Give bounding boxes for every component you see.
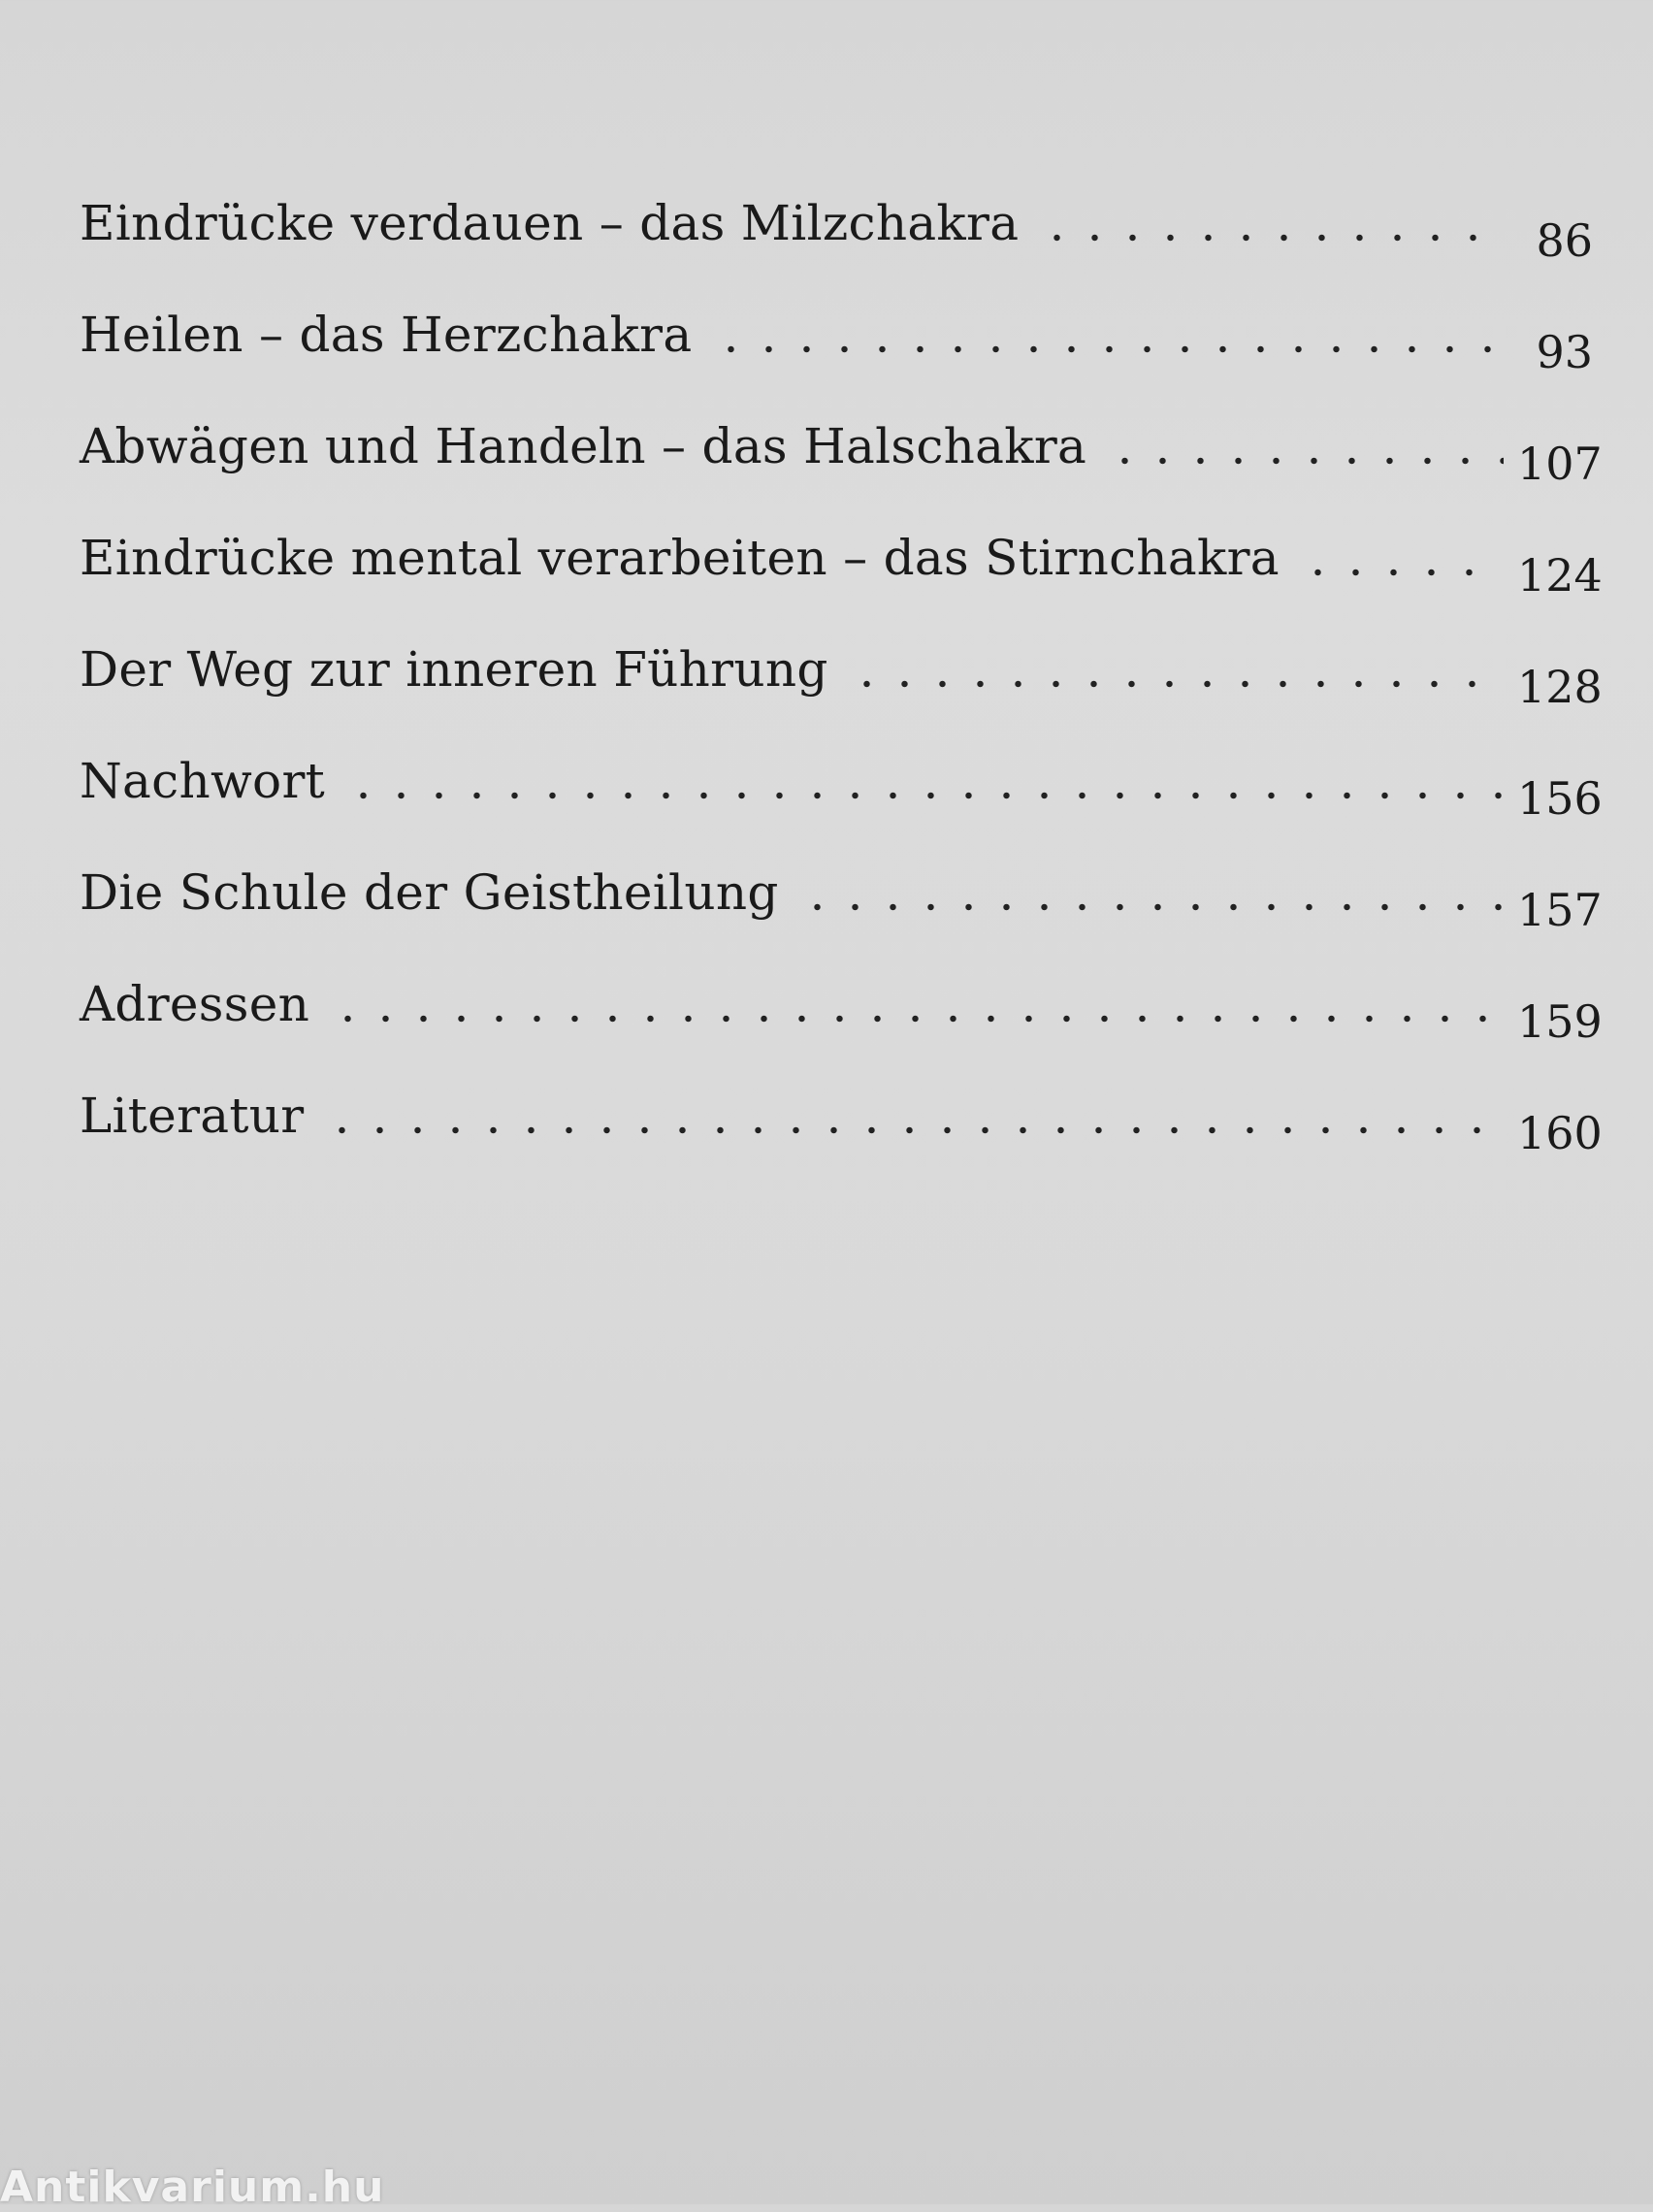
toc-entry-title: Literatur — [80, 1088, 305, 1144]
toc-entry — [80, 471, 1603, 602]
dot-leader — [712, 307, 1505, 355]
toc-entry-title: Der Weg zur inneren Führung — [80, 641, 828, 698]
toc-entry-page: 159 — [1517, 995, 1603, 1048]
toc-entry-title: Adressen — [80, 976, 310, 1032]
watermark: Antikvarium.hu — [0, 2163, 385, 2212]
toc-entry — [80, 359, 1603, 490]
dot-leader — [798, 864, 1504, 913]
toc-entry — [80, 136, 1593, 267]
toc-entry-page: 160 — [1517, 1107, 1603, 1159]
dot-leader — [323, 1088, 1504, 1136]
dot-leader — [1106, 418, 1504, 467]
toc-entry — [80, 1028, 1603, 1159]
dot-leader — [848, 641, 1504, 690]
toc-entry-title: Abwägen und Handeln – das Halschakra — [80, 418, 1087, 474]
toc-entry-title: Die Schule der Geistheilung — [80, 864, 779, 921]
dot-leader — [329, 976, 1504, 1025]
table-of-contents — [80, 136, 1603, 1159]
toc-entry-page: 107 — [1517, 438, 1603, 490]
toc-entry-title: Nachwort — [80, 753, 326, 809]
dot-leader — [344, 753, 1504, 801]
toc-entry-title: Eindrücke mental verarbeiten – das Stirnchakra — [80, 530, 1280, 586]
toc-entry-page: 128 — [1517, 661, 1603, 713]
toc-entry-page: 86 — [1536, 214, 1593, 267]
toc-entry-title: Eindrücke verdauen – das Milzchakra — [80, 195, 1020, 251]
toc-entry — [80, 247, 1593, 378]
dot-leader — [1299, 530, 1504, 578]
toc-entry-page: 157 — [1517, 884, 1603, 936]
toc-entry — [80, 694, 1603, 825]
toc-entry — [80, 582, 1603, 713]
toc-entry-page: 124 — [1517, 549, 1603, 602]
dot-leader — [1038, 195, 1504, 244]
toc-entry — [80, 805, 1603, 936]
toc-entry — [80, 917, 1603, 1048]
toc-entry-page: 93 — [1536, 326, 1593, 378]
toc-entry-title: Heilen – das Herzchakra — [80, 307, 693, 363]
toc-entry-page: 156 — [1517, 772, 1603, 825]
